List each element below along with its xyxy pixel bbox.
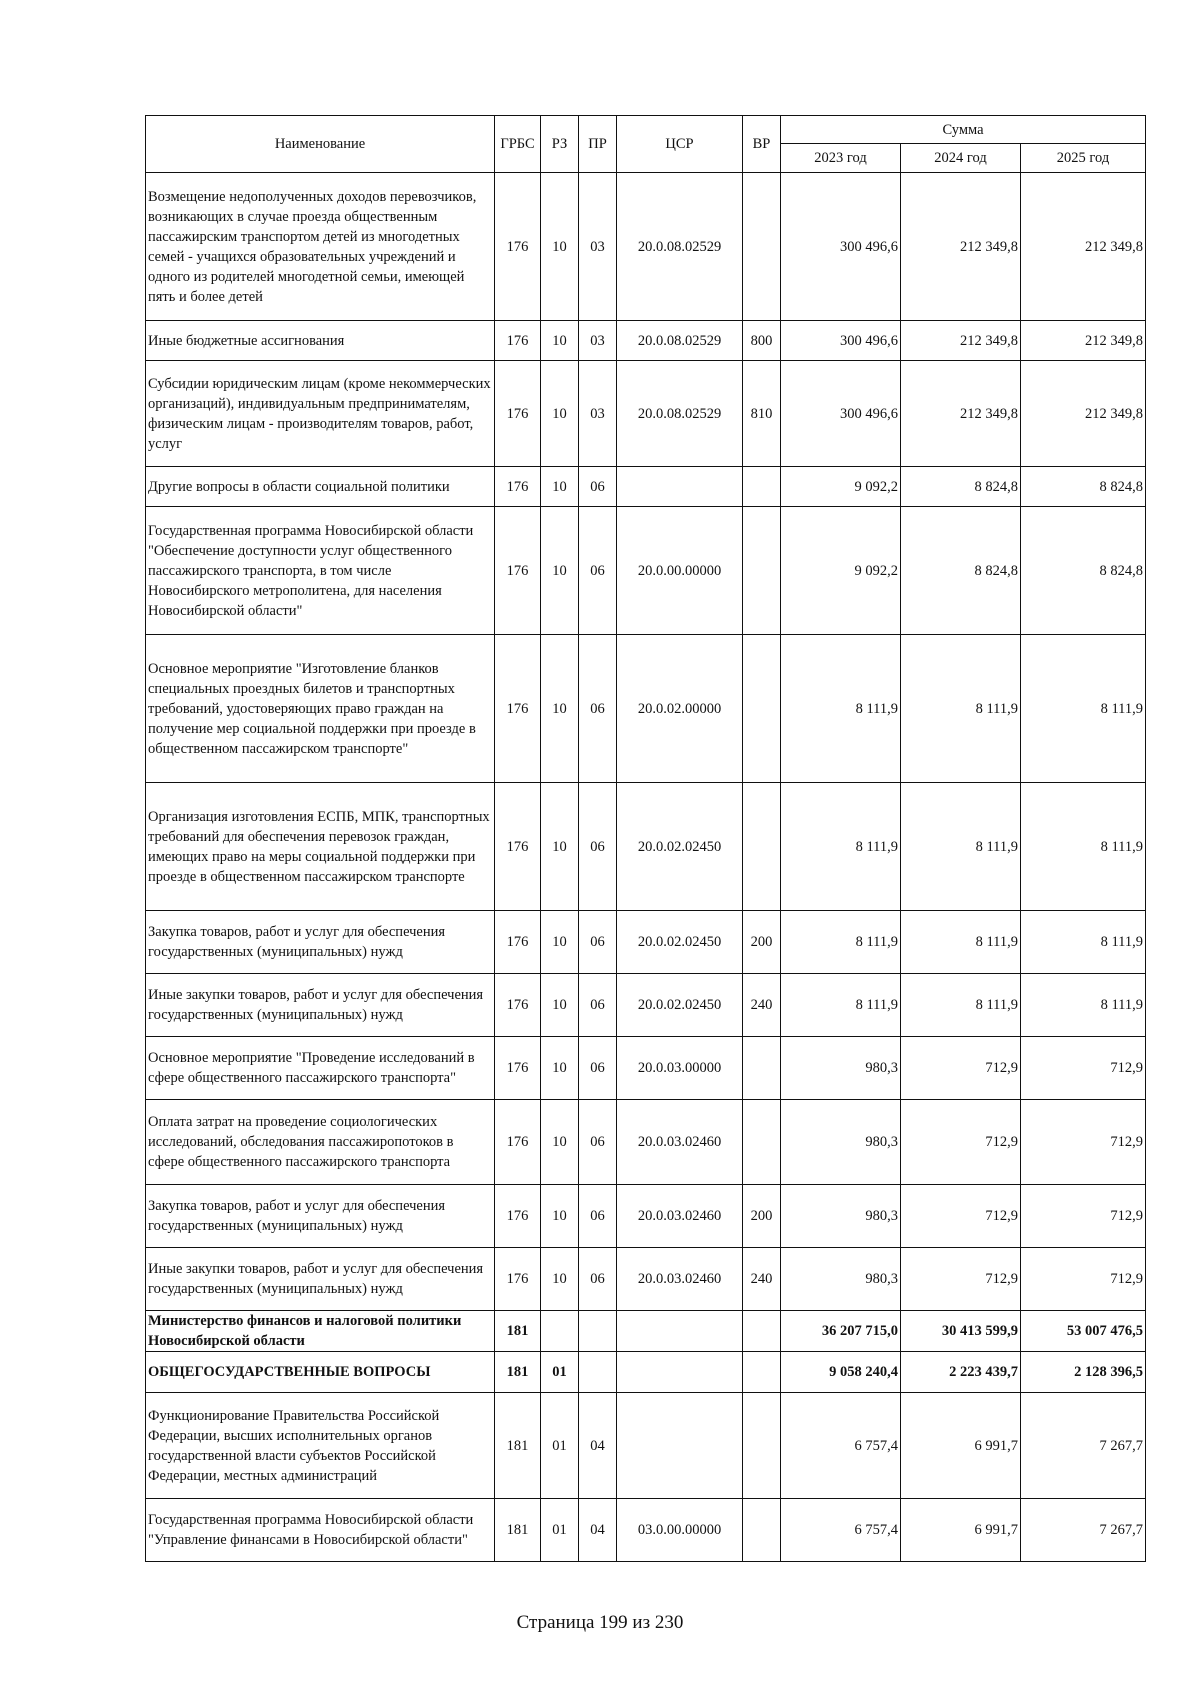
cell-vr	[743, 1311, 781, 1352]
table-row	[146, 1185, 1146, 1248]
cell-pr: 04	[579, 1393, 617, 1499]
cell-pr: 06	[579, 1248, 617, 1311]
cell-rz: 10	[541, 974, 579, 1037]
cell-sum-2025: 712,9	[1021, 1185, 1146, 1248]
cell-csr: 20.0.08.02529	[617, 173, 743, 321]
cell-sum-2025: 212 349,8	[1021, 173, 1146, 321]
cell-sum-2023: 980,3	[781, 1248, 901, 1311]
cell-vr: 200	[743, 1185, 781, 1248]
cell-sum-2025: 8 824,8	[1021, 507, 1146, 635]
cell-csr: 20.0.03.00000	[617, 1037, 743, 1100]
cell-vr: 240	[743, 974, 781, 1037]
cell-sum-2023: 8 111,9	[781, 974, 901, 1037]
cell-pr: 06	[579, 1037, 617, 1100]
cell-name: Иные закупки товаров, работ и услуг для обеспечения государственных (муниципальных) нужд	[146, 1248, 495, 1311]
header-pr: ПР	[579, 116, 617, 173]
cell-pr: 06	[579, 507, 617, 635]
cell-sum-2024: 8 111,9	[901, 974, 1021, 1037]
cell-grbs: 176	[495, 361, 541, 467]
cell-sum-2025: 2 128 396,5	[1021, 1352, 1146, 1393]
header-grbs: ГРБС	[495, 116, 541, 173]
cell-rz: 10	[541, 783, 579, 911]
cell-sum-2023: 9 092,2	[781, 467, 901, 507]
header-csr: ЦСР	[617, 116, 743, 173]
cell-pr: 06	[579, 911, 617, 974]
cell-pr: 03	[579, 173, 617, 321]
cell-rz	[541, 1311, 579, 1352]
cell-rz: 01	[541, 1352, 579, 1393]
cell-sum-2024: 712,9	[901, 1037, 1021, 1100]
cell-name: Государственная программа Новосибирской области "Обеспечение доступности услуг общественного пассажирского транспорта, в том числе Новосибирского метрополитена, для населения Новосибирской области"	[146, 507, 495, 635]
cell-sum-2025: 8 111,9	[1021, 911, 1146, 974]
cell-grbs: 181	[495, 1393, 541, 1499]
cell-csr	[617, 1393, 743, 1499]
cell-grbs: 176	[495, 911, 541, 974]
table-row	[146, 635, 1146, 783]
cell-pr: 06	[579, 467, 617, 507]
cell-vr	[743, 467, 781, 507]
cell-sum-2024: 8 111,9	[901, 911, 1021, 974]
cell-sum-2025: 53 007 476,5	[1021, 1311, 1146, 1352]
cell-sum-2023: 6 757,4	[781, 1499, 901, 1562]
cell-rz: 01	[541, 1499, 579, 1562]
cell-sum-2025: 7 267,7	[1021, 1499, 1146, 1562]
cell-sum-2023: 8 111,9	[781, 911, 901, 974]
cell-vr	[743, 1499, 781, 1562]
cell-csr: 20.0.02.02450	[617, 783, 743, 911]
cell-rz: 10	[541, 467, 579, 507]
cell-grbs: 181	[495, 1311, 541, 1352]
table-row	[146, 467, 1146, 507]
cell-sum-2024: 8 824,8	[901, 467, 1021, 507]
cell-vr	[743, 783, 781, 911]
table-body	[146, 173, 1146, 1562]
cell-name: Иные бюджетные ассигнования	[146, 321, 495, 361]
cell-sum-2025: 712,9	[1021, 1100, 1146, 1185]
cell-grbs: 176	[495, 1100, 541, 1185]
cell-pr: 04	[579, 1499, 617, 1562]
cell-rz: 10	[541, 361, 579, 467]
cell-sum-2024: 2 223 439,7	[901, 1352, 1021, 1393]
cell-pr: 06	[579, 974, 617, 1037]
cell-sum-2025: 8 111,9	[1021, 783, 1146, 911]
cell-grbs: 176	[495, 507, 541, 635]
cell-csr	[617, 1352, 743, 1393]
cell-vr	[743, 1352, 781, 1393]
budget-table-container	[145, 115, 1145, 1562]
cell-sum-2025: 712,9	[1021, 1037, 1146, 1100]
cell-sum-2023: 300 496,6	[781, 173, 901, 321]
cell-grbs: 181	[495, 1352, 541, 1393]
cell-pr: 03	[579, 361, 617, 467]
cell-csr: 20.0.03.02460	[617, 1185, 743, 1248]
cell-vr	[743, 173, 781, 321]
cell-sum-2024: 712,9	[901, 1248, 1021, 1311]
cell-grbs: 176	[495, 321, 541, 361]
table-row	[146, 1499, 1146, 1562]
cell-rz: 10	[541, 1248, 579, 1311]
header-year-2023: 2023 год	[781, 144, 901, 173]
cell-csr: 20.0.08.02529	[617, 361, 743, 467]
cell-csr: 20.0.08.02529	[617, 321, 743, 361]
cell-vr: 810	[743, 361, 781, 467]
cell-name: Возмещение недополученных доходов перевозчиков, возникающих в случае проезда общественным пассажирским транспортом детей из многодетных семей - учащихся образовательных учреждений и одного из родителей многодетной семьи, имеющей пять и более детей	[146, 173, 495, 321]
page-number: Страница 199 из 230	[516, 1612, 684, 1633]
cell-name: Закупка товаров, работ и услуг для обеспечения государственных (муниципальных) нужд	[146, 911, 495, 974]
cell-sum-2023: 980,3	[781, 1037, 901, 1100]
table-row	[146, 361, 1146, 467]
cell-sum-2023: 9 058 240,4	[781, 1352, 901, 1393]
table-row	[146, 1100, 1146, 1185]
table-row	[146, 1393, 1146, 1499]
cell-sum-2023: 6 757,4	[781, 1393, 901, 1499]
cell-sum-2024: 212 349,8	[901, 321, 1021, 361]
cell-rz: 10	[541, 1185, 579, 1248]
cell-sum-2024: 712,9	[901, 1185, 1021, 1248]
header-sum: Сумма	[781, 116, 1146, 144]
table-row	[146, 1037, 1146, 1100]
table-row	[146, 1311, 1146, 1352]
cell-grbs: 176	[495, 173, 541, 321]
cell-grbs: 176	[495, 1185, 541, 1248]
cell-sum-2024: 6 991,7	[901, 1499, 1021, 1562]
cell-name: Министерство финансов и налоговой политики Новосибирской области	[146, 1311, 495, 1352]
cell-pr: 06	[579, 1185, 617, 1248]
cell-sum-2025: 7 267,7	[1021, 1393, 1146, 1499]
cell-name: Другие вопросы в области социальной политики	[146, 467, 495, 507]
cell-sum-2025: 8 111,9	[1021, 635, 1146, 783]
cell-vr: 800	[743, 321, 781, 361]
cell-sum-2024: 8 824,8	[901, 507, 1021, 635]
cell-name: Основное мероприятие "Проведение исследований в сфере общественного пассажирского транспорта"	[146, 1037, 495, 1100]
cell-csr: 20.0.03.02460	[617, 1248, 743, 1311]
header-name: Наименование	[146, 116, 495, 173]
cell-vr	[743, 1393, 781, 1499]
cell-pr: 06	[579, 635, 617, 783]
cell-pr: 06	[579, 1100, 617, 1185]
cell-grbs: 176	[495, 1037, 541, 1100]
cell-pr	[579, 1311, 617, 1352]
cell-rz: 10	[541, 507, 579, 635]
cell-grbs: 176	[495, 1248, 541, 1311]
cell-csr: 03.0.00.00000	[617, 1499, 743, 1562]
cell-rz: 10	[541, 173, 579, 321]
table-row	[146, 507, 1146, 635]
cell-csr: 20.0.02.02450	[617, 911, 743, 974]
cell-pr	[579, 1352, 617, 1393]
cell-csr: 20.0.02.02450	[617, 974, 743, 1037]
cell-vr: 240	[743, 1248, 781, 1311]
table-row	[146, 911, 1146, 974]
cell-sum-2023: 8 111,9	[781, 635, 901, 783]
cell-name: Государственная программа Новосибирской области "Управление финансами в Новосибирской области"	[146, 1499, 495, 1562]
cell-vr: 200	[743, 911, 781, 974]
cell-sum-2024: 212 349,8	[901, 361, 1021, 467]
cell-rz: 10	[541, 1100, 579, 1185]
cell-csr	[617, 467, 743, 507]
cell-csr: 20.0.00.00000	[617, 507, 743, 635]
cell-name: Функционирование Правительства Российской Федерации, высших исполнительных органов государственной власти субъектов Российской Федерации, местных администраций	[146, 1393, 495, 1499]
cell-sum-2024: 8 111,9	[901, 635, 1021, 783]
table-row	[146, 1248, 1146, 1311]
cell-sum-2025: 712,9	[1021, 1248, 1146, 1311]
header-rz: РЗ	[541, 116, 579, 173]
cell-vr	[743, 507, 781, 635]
cell-grbs: 181	[495, 1499, 541, 1562]
cell-name: Субсидии юридическим лицам (кроме некоммерческих организаций), индивидуальным предпринимателям, физическим лицам - производителям товаров, работ, услуг	[146, 361, 495, 467]
cell-sum-2025: 212 349,8	[1021, 361, 1146, 467]
cell-csr	[617, 1311, 743, 1352]
cell-name: Иные закупки товаров, работ и услуг для обеспечения государственных (муниципальных) нужд	[146, 974, 495, 1037]
cell-sum-2023: 9 092,2	[781, 507, 901, 635]
table-row	[146, 321, 1146, 361]
budget-table	[145, 115, 1146, 1562]
cell-sum-2024: 212 349,8	[901, 173, 1021, 321]
cell-rz: 10	[541, 321, 579, 361]
table-row	[146, 974, 1146, 1037]
cell-csr: 20.0.03.02460	[617, 1100, 743, 1185]
cell-name: Основное мероприятие "Изготовление бланков специальных проездных билетов и транспортных требований, удостоверяющих право граждан на получение мер социальной поддержки при проезде в общественном пассажирском транспорте"	[146, 635, 495, 783]
cell-sum-2023: 980,3	[781, 1185, 901, 1248]
cell-rz: 10	[541, 1037, 579, 1100]
cell-sum-2023: 300 496,6	[781, 321, 901, 361]
table-row	[146, 783, 1146, 911]
cell-pr: 06	[579, 783, 617, 911]
table-row	[146, 1352, 1146, 1393]
header-year-2025: 2025 год	[1021, 144, 1146, 173]
cell-sum-2023: 300 496,6	[781, 361, 901, 467]
cell-name: Закупка товаров, работ и услуг для обеспечения государственных (муниципальных) нужд	[146, 1185, 495, 1248]
cell-sum-2024: 8 111,9	[901, 783, 1021, 911]
cell-grbs: 176	[495, 783, 541, 911]
header-year-2024: 2024 год	[901, 144, 1021, 173]
cell-sum-2025: 212 349,8	[1021, 321, 1146, 361]
cell-name: Организация изготовления ЕСПБ, МПК, транспортных требований для обеспечения перевозок граждан, имеющих право на меры социальной поддержки при проезде в общественном пассажирском транспорте	[146, 783, 495, 911]
cell-sum-2025: 8 824,8	[1021, 467, 1146, 507]
cell-csr: 20.0.02.00000	[617, 635, 743, 783]
cell-sum-2025: 8 111,9	[1021, 974, 1146, 1037]
cell-sum-2023: 980,3	[781, 1100, 901, 1185]
cell-rz: 10	[541, 911, 579, 974]
cell-sum-2024: 712,9	[901, 1100, 1021, 1185]
cell-vr	[743, 1037, 781, 1100]
cell-pr: 03	[579, 321, 617, 361]
cell-sum-2024: 30 413 599,9	[901, 1311, 1021, 1352]
cell-sum-2023: 8 111,9	[781, 783, 901, 911]
table-row	[146, 173, 1146, 321]
cell-vr	[743, 1100, 781, 1185]
cell-sum-2024: 6 991,7	[901, 1393, 1021, 1499]
cell-grbs: 176	[495, 467, 541, 507]
cell-sum-2023: 36 207 715,0	[781, 1311, 901, 1352]
cell-rz: 10	[541, 635, 579, 783]
cell-vr	[743, 635, 781, 783]
cell-grbs: 176	[495, 635, 541, 783]
cell-name: Оплата затрат на проведение социологических исследований, обследования пассажиропотоков в сфере общественного пассажирского транспорта	[146, 1100, 495, 1185]
cell-rz: 01	[541, 1393, 579, 1499]
cell-name: ОБЩЕГОСУДАРСТВЕННЫЕ ВОПРОСЫ	[146, 1352, 495, 1393]
cell-grbs: 176	[495, 974, 541, 1037]
header-vr: ВР	[743, 116, 781, 173]
